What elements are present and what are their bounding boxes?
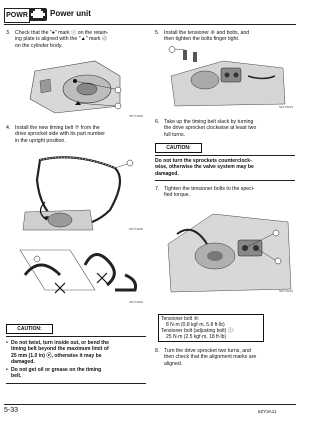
step-line: Take up the timing belt slack by turning	[164, 119, 254, 125]
step-line: in the upright position.	[15, 137, 66, 144]
caution-line: wise, otherwise the valve system may be	[155, 164, 254, 171]
caution-line: damaged.	[155, 170, 179, 177]
torque-line: Tensioner bolt (adjusting bolt) ⓕ:	[161, 328, 235, 334]
step-line: ing plate is aligned with the "▲" mark ⓓ	[15, 36, 108, 43]
document-code: 6ZY3A11	[258, 409, 277, 414]
caution-separator	[155, 155, 295, 156]
step-number: 6.	[155, 119, 160, 125]
torque-line: 25 N·m (2.5 kgf·m, 18 ft·lb)	[166, 334, 227, 340]
step-8	[155, 348, 295, 368]
step-line: on the cylinder body.	[15, 42, 63, 49]
figure-tensioner-install	[163, 46, 295, 110]
caution-line: 25 mm (1.0 in) ⓔ, otherwise it may be	[11, 352, 102, 359]
step-line: the drive sprocket clockwise at least two	[164, 125, 257, 132]
figure-id: S6Y73216	[278, 289, 293, 293]
caution-bullet: • Do not twist, turn inside out, or bend the timing belt beyond the maximum limit of 25 mm (1.0 in) ⓔ, otherwise it may be damaged.	[6, 340, 109, 365]
caution-line: timing belt beyond the maximum limit of	[11, 346, 109, 353]
step-number: 3.	[6, 30, 11, 36]
step-line: Install the tensioner ⑧ and bolts, and	[164, 30, 250, 36]
figure-retaining-plate	[15, 51, 145, 119]
caution-text	[155, 158, 295, 178]
torque-line: 8 N·m (0.8 kgf·m, 5.8 ft·lb)	[166, 322, 225, 328]
caution-end-rule	[155, 180, 295, 181]
caution-label: CAUTION:	[6, 324, 53, 334]
step-line: Check that the "●" mark ⓒ on the retain-	[15, 30, 109, 36]
section-title: Power unit	[50, 9, 91, 18]
figure-belt-damage	[15, 235, 145, 305]
step-5	[155, 30, 295, 44]
step-4	[6, 125, 146, 145]
page-number: 5-33	[4, 407, 19, 414]
caution-bullet: • Do not get oil or grease on the timing belt.	[6, 367, 102, 380]
step-line: aligned.	[164, 360, 183, 367]
step-number: 5.	[155, 30, 160, 36]
figure-id: S6Y73205	[128, 227, 143, 231]
caution-separator	[6, 336, 146, 337]
step-line: fied torque.	[164, 192, 190, 199]
footer-divider	[4, 404, 296, 405]
step-line: drive sprocket side with its part number	[15, 131, 105, 138]
engine-icon	[29, 8, 47, 21]
caution-line: Do not get oil or grease on the timing	[11, 367, 102, 373]
step-line: Install the new timing belt ⑦ from the	[15, 125, 100, 131]
figure-id: S6Y73215	[278, 105, 293, 109]
figure-id: S6Y73210	[128, 300, 143, 304]
caution-label: CAUTION:	[155, 143, 202, 153]
figure-timing-belt-install	[15, 150, 145, 232]
figure-id: S6Y73200	[128, 114, 143, 118]
torque-line: Tensioner bolt ⑨:	[161, 316, 200, 322]
step-line: Turn the drive sprocket two turns, and	[164, 348, 251, 354]
step-line: then check that the alignment marks are	[164, 354, 257, 361]
caution-line: damaged.	[11, 358, 35, 365]
step-3	[6, 30, 146, 50]
figure-tensioner-torque	[163, 204, 295, 294]
step-line: Tighten the tensioner bolts to the speci-	[164, 186, 255, 192]
step-number: 8.	[155, 348, 160, 354]
step-7	[155, 186, 295, 200]
step-number: 4.	[6, 125, 11, 131]
caution-line: belt.	[11, 373, 22, 380]
header-divider	[4, 24, 296, 25]
caution-end-rule	[6, 383, 146, 384]
torque-spec-box	[158, 314, 264, 342]
step-line: then tighten the bolts finger tight.	[164, 36, 240, 43]
step-number: 7.	[155, 186, 160, 192]
caution-line: Do not twist, turn inside out, or bend the	[11, 340, 109, 346]
step-line: full turns.	[164, 131, 186, 138]
section-badge: POWR	[4, 8, 30, 23]
caution-line: Do not turn the sprockets counterclock-	[155, 158, 252, 164]
step-6	[155, 119, 295, 139]
